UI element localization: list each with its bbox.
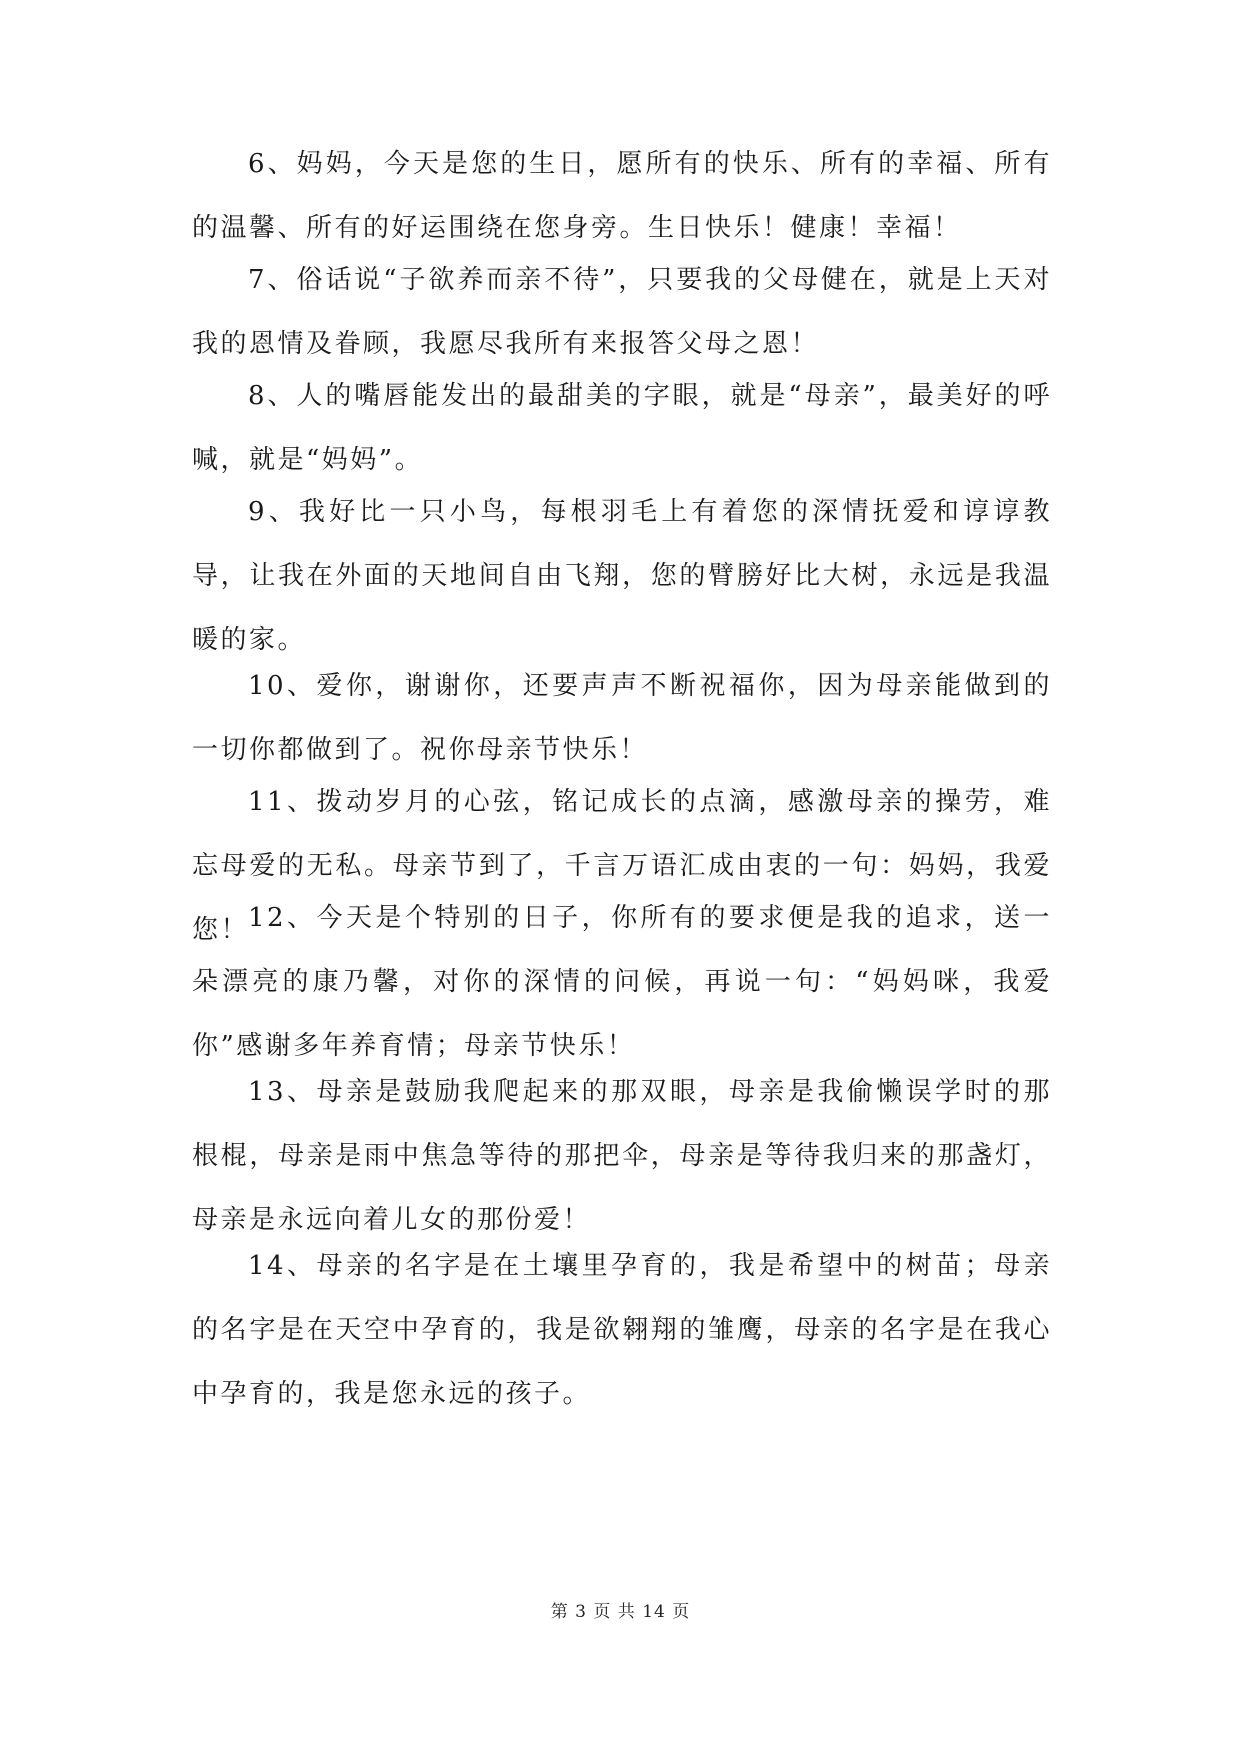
paragraph-9: 9、我好比一只小鸟，每根羽毛上有着您的深情抚爱和谆谆教导，让我在外面的天地间自由飞翔，您的臂膀好比大树，永远是我温暖的家。 [192,497,1052,655]
page-footer [0,1597,1241,1622]
paragraph-10: 10、爱你，谢谢你，还要声声不断祝福你，因为母亲能做到的一切你都做到了。祝你母亲节快乐！ [192,671,1052,765]
paragraph-12: 12、今天是个特别的日子，你所有的要求便是我的追求，送一朵漂亮的康乃馨，对你的深情的问候，再说一句：“妈妈咪，我爱你”感谢多年养育情；母亲节快乐！ [192,903,1052,1061]
page-number-label: 第 3 页 共 14 页 [550,1602,691,1622]
paragraph-14: 14、母亲的名字是在土壤里孕育的，我是希望中的树苗；母亲的名字是在天空中孕育的，我是欲翱翔的雏鹰，母亲的名字是在我心中孕育的，我是您永远的孩子。 [192,1251,1052,1409]
paragraph-13: 13、母亲是鼓励我爬起来的那双眼，母亲是我偷懒误学时的那根棍，母亲是雨中焦急等待的那把伞，母亲是等待我归来的那盏灯，母亲是永远向着儿女的那份爱！ [192,1077,1052,1235]
paragraph-11: 11、拨动岁月的心弦，铭记成长的点滴，感激母亲的操劳，难忘母爱的无私。母亲节到了，千言万语汇成由衷的一句：妈妈，我爱您！ [192,787,1052,945]
paragraph-7: 7、俗话说“子欲养而亲不待”，只要我的父母健在，就是上天对我的恩情及眷顾，我愿尽我所有来报答父母之恩！ [192,265,1052,359]
paragraph-6: 6、妈妈，今天是您的生日，愿所有的快乐、所有的幸福、所有的温馨、所有的好运围绕在您身旁。生日快乐！健康！幸福！ [192,149,1052,243]
paragraph-8: 8、人的嘴唇能发出的最甜美的字眼，就是“母亲”，最美好的呼喊，就是“妈妈”。 [192,381,1052,475]
